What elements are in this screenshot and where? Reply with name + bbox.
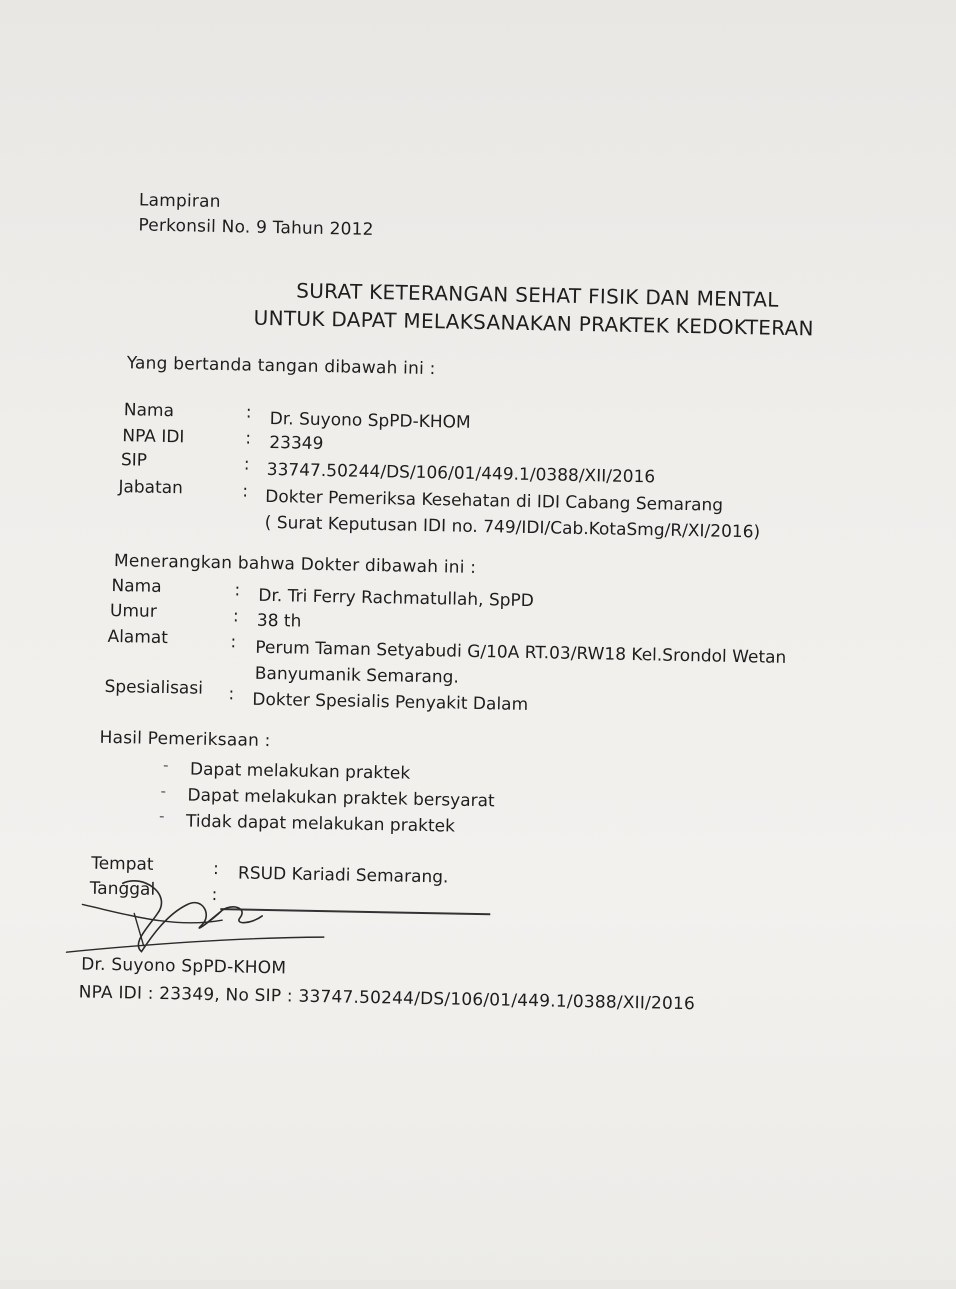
signer-position-value: Dokter Pemeriksa Kesehatan di IDI Cabang Semarang [265, 486, 724, 516]
signer-decree-note: ( Surat Keputusan IDI no. 749/IDI/Cab.KotaSmg/R/XI/2016) [264, 512, 761, 543]
intro-text: Yang bertanda tangan dibawah ini : [126, 353, 436, 380]
declaration-text: Menerangkan bahwa Dokter dibawah ini : [113, 551, 477, 578]
colon: : [245, 428, 252, 449]
attachment-label: Lampiran [138, 190, 221, 213]
list-bullet: - [160, 781, 167, 801]
place-value: RSUD Kariadi Semarang. [237, 863, 449, 888]
signer-name-label: Nama [123, 400, 175, 422]
result-option-2: Dapat melakukan praktek bersyarat [187, 785, 495, 812]
doctor-address-line1: Perum Taman Setyabudi G/10A RT.03/RW18 Kel.Srondol Wetan [255, 637, 787, 668]
colon: : [242, 481, 249, 502]
signer-name-value: Dr. Suyono SpPD-KHOM [269, 408, 471, 433]
colon: : [234, 580, 241, 601]
colon: : [245, 402, 252, 423]
date-label: Tanggal [89, 878, 156, 900]
result-option-3: Tidak dapat melakukan praktek [185, 811, 456, 837]
signer-sip-value: 33747.50244/DS/106/01/449.1/0388/XII/2016 [266, 459, 656, 488]
doctor-name-value: Dr. Tri Ferry Rachmatullah, SpPD [258, 585, 535, 612]
colon: : [228, 684, 235, 705]
doctor-age-label: Umur [109, 600, 157, 622]
doctor-address-line2: Banyumanik Semarang. [254, 663, 460, 688]
doctor-specialty-value: Dokter Spesialis Penyakit Dalam [252, 689, 529, 715]
signer-footer-ids: NPA IDI : 23349, No SIP : 33747.50244/DS/106/01/449.1/0388/XII/2016 [78, 982, 696, 1015]
colon: : [232, 606, 239, 627]
colon: : [230, 632, 237, 653]
signer-sip-label: SIP [120, 450, 148, 471]
place-label: Tempat [90, 853, 154, 875]
doctor-specialty-label: Spesialisasi [104, 676, 204, 699]
document-title-line2: UNTUK DAPAT MELAKSANAKAN PRAKTEK KEDOKTERAN [253, 305, 815, 341]
list-bullet: - [162, 756, 169, 775]
doctor-age-value: 38 th [256, 610, 302, 632]
signer-footer-name: Dr. Suyono SpPD-KHOM [81, 954, 287, 979]
exam-results-label: Hasil Pemeriksaan : [99, 727, 271, 752]
doctor-address-label: Alamat [107, 626, 169, 649]
regulation-reference: Perkonsil No. 9 Tahun 2012 [138, 215, 374, 240]
signer-position-label: Jabatan [118, 477, 184, 499]
list-bullet: - [158, 806, 165, 826]
colon: : [243, 454, 250, 475]
result-option-1: Dapat melakukan praktek [189, 759, 411, 784]
document-title-line1: SURAT KETERANGAN SEHAT FISIK DAN MENTAL [295, 278, 779, 312]
doctor-name-label: Nama [111, 575, 162, 597]
signer-npa-label: NPA IDI [122, 426, 185, 448]
colon: : [211, 884, 218, 906]
colon: : [212, 858, 220, 880]
signer-npa-value: 23349 [269, 432, 324, 455]
